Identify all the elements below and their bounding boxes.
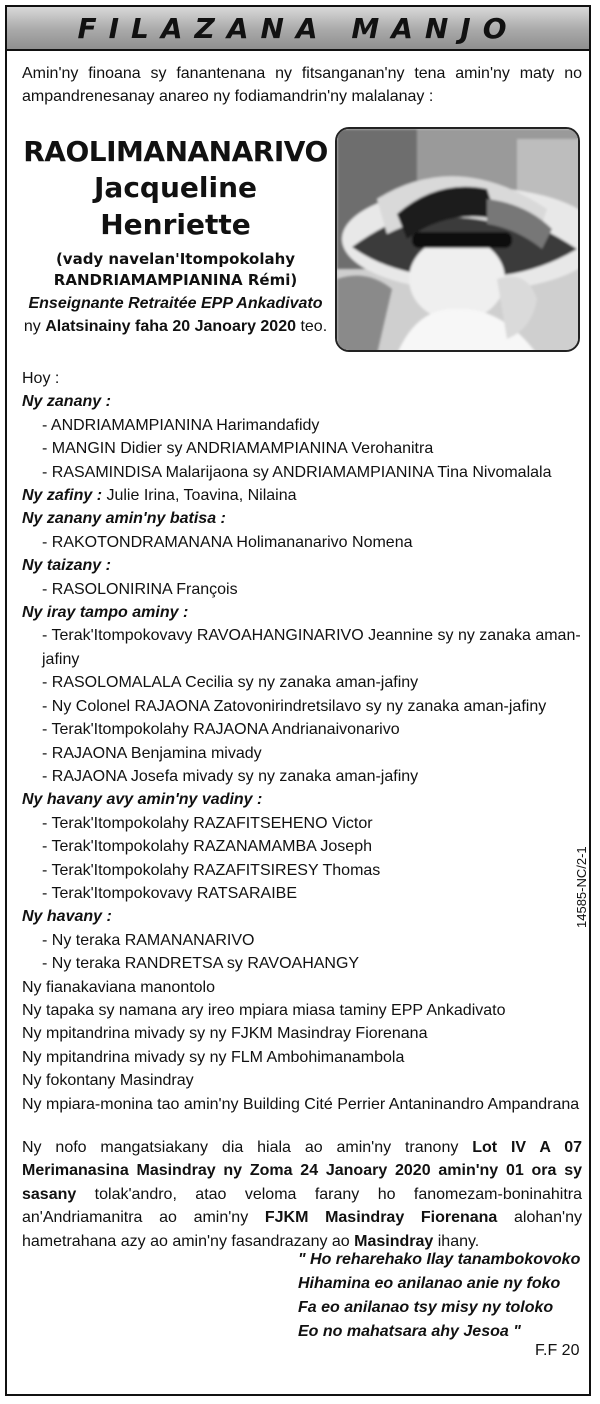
date-suffix: teo.: [296, 318, 328, 335]
list-item: - Terak'Itompokolahy RAZAFITSEHENO Victor: [42, 814, 373, 832]
list-item: - Terak'Itompokovavy RAVOAHANGINARIVO Jeannine sy ny zanaka aman-: [42, 627, 581, 645]
burial-text-3: alohan'ny hametrahana azy ao amin'ny fasandrazany ao: [22, 1209, 583, 1250]
other-mourner: Ny mpitandrina mivady sy ny FJKM Masindray Fiorenana: [22, 1025, 428, 1043]
deceased-given-name-1: Jacqueline: [94, 171, 257, 204]
list-item: - ANDRIAMAMPIANINA Harimandafidy: [42, 416, 320, 434]
banner: [7, 7, 589, 51]
death-date-line: [18, 315, 333, 338]
deceased-block: [18, 135, 333, 338]
side-code-wrapper: [572, 820, 592, 930]
bible-quote: [298, 1248, 588, 1344]
list-item: - Ny teraka RAMANANARIVO: [42, 931, 255, 949]
other-mourner: Ny mpitandrina mivady sy ny FLM Ambohimanambola: [22, 1048, 405, 1066]
heading-zanany-batisa: Ny zanany amin'ny batisa :: [22, 510, 226, 528]
list-item: - RASOLONIRINA François: [42, 580, 238, 598]
burial-text-2: tolak'andro, atao veloma farany ho fanomezam-boninahitra an'Andriamanitra ao amin'ny: [22, 1185, 582, 1227]
list-item: - Terak'Itompokolahy RAZANAMAMBA Joseph: [42, 838, 372, 856]
spouse-line-1: (vady navelan'Itompokolahy: [55, 250, 296, 268]
burial-place: Masindray: [354, 1232, 434, 1250]
list-item: - RAJAONA Josefa mivady sy ny zanaka aman-jafiny: [42, 767, 419, 785]
heading-havany-vadiny: Ny havany avy amin'ny vadiny :: [22, 791, 263, 809]
list-item: - Terak'Itompokovavy RATSARAIBE: [42, 884, 297, 902]
other-mourner: Ny fianakaviana manontolo: [22, 978, 216, 996]
zafiny-line: [22, 484, 582, 507]
death-date: Alatsinainy faha 20 Janoary 2020: [45, 318, 296, 335]
notice-body: [22, 367, 582, 1253]
portrait-image: [337, 129, 580, 352]
list-item: - RAKOTONDRAMANANA Holimananarivo Nomena: [42, 533, 413, 551]
list-item-continuation: jafiny: [42, 650, 80, 668]
deceased-role: Enseignante Retraitée EPP Ankadivato: [28, 295, 323, 312]
burial-text-1: Ny nofo mangatsiakany dia hiala ao amin'ny tranony: [22, 1139, 473, 1156]
burial-paragraph: [22, 1136, 582, 1253]
other-mourner: Ny tapaka sy namana ary ireo mpiara miasa taminy EPP Ankadivato: [22, 1001, 506, 1019]
list-item: - Terak'Itompokolahy RAJAONA Andrianaivonarivo: [42, 721, 400, 739]
side-code: 14585-NC/2-1: [574, 846, 589, 928]
burial-location: Lot IV A 07 Merimanasina Masindray ny Zoma 24 Janoary 2020 amin'ny 01 ora sy sasany: [22, 1139, 583, 1203]
heading-taizany: Ny taizany :: [22, 557, 111, 575]
quote-line: Eo no mahatsara ahy Jesoa ": [298, 1323, 521, 1340]
zafiny-names: Julie Irina, Toavina, Nilaina: [102, 487, 297, 505]
portrait-photo: [335, 127, 580, 352]
quote-line: Fa eo anilanao tsy misy ny toloko: [298, 1299, 554, 1316]
list-item: - RAJAONA Benjamina mivady: [42, 744, 262, 762]
heading-zanany: Ny zanany :: [22, 393, 111, 411]
list-item: - RASAMINDISA Malarijaona sy ANDRIAMAMPIANINA Tina Nivomalala: [42, 463, 552, 481]
burial-text-4: ihany.: [433, 1232, 480, 1250]
reference-code: F.F 20: [535, 1342, 580, 1359]
date-prefix: ny: [23, 318, 46, 335]
burial-church: FJKM Masindray Fiorenana: [264, 1209, 498, 1227]
heading-iray-tampo: Ny iray tampo aminy :: [22, 604, 189, 622]
banner-title: FILAZANA MANJO: [77, 11, 519, 45]
deceased-surname: RAOLIMANANARIVO: [23, 135, 328, 168]
list-item: - MANGIN Didier sy ANDRIAMAMPIANINA Verohanitra: [42, 440, 434, 458]
deceased-given-name-2: Henriette: [100, 208, 251, 241]
list-item: - Terak'Itompokolahy RAZAFITSIRESY Thomas: [42, 861, 381, 879]
list-item: - RASOLOMALALA Cecilia sy ny zanaka aman-jafiny: [42, 674, 419, 692]
hoy-label: Hoy :: [22, 370, 60, 387]
spouse-line-2: RANDRIAMAMPIANINA Rémi): [53, 271, 298, 289]
quote-line: " Ho reharehako Ilay tanambokovoko: [298, 1251, 581, 1268]
quote-line: Hihamina eo anilanao anie ny foko: [298, 1275, 561, 1292]
list-item: - Ny Colonel RAJAONA Zatovonirindretsilavo sy ny zanaka aman-jafiny: [42, 697, 547, 715]
list-item: - Ny teraka RANDRETSA sy RAVOAHANGY: [42, 955, 360, 973]
other-mourner: Ny fokontany Masindray: [22, 1072, 194, 1090]
heading-zafiny: Ny zafiny :: [22, 487, 103, 505]
other-mourner: Ny mpiara-monina tao amin'ny Building Cité Perrier Antaninandro Ampandrana: [22, 1095, 580, 1113]
heading-havany: Ny havany :: [22, 908, 112, 926]
intro-text: Amin'ny finoana sy fanantenana ny fitsanganan'ny tena amin'ny maty no ampandrenesanay anareo ny fodiamandrin'ny malalanay :: [22, 65, 582, 105]
